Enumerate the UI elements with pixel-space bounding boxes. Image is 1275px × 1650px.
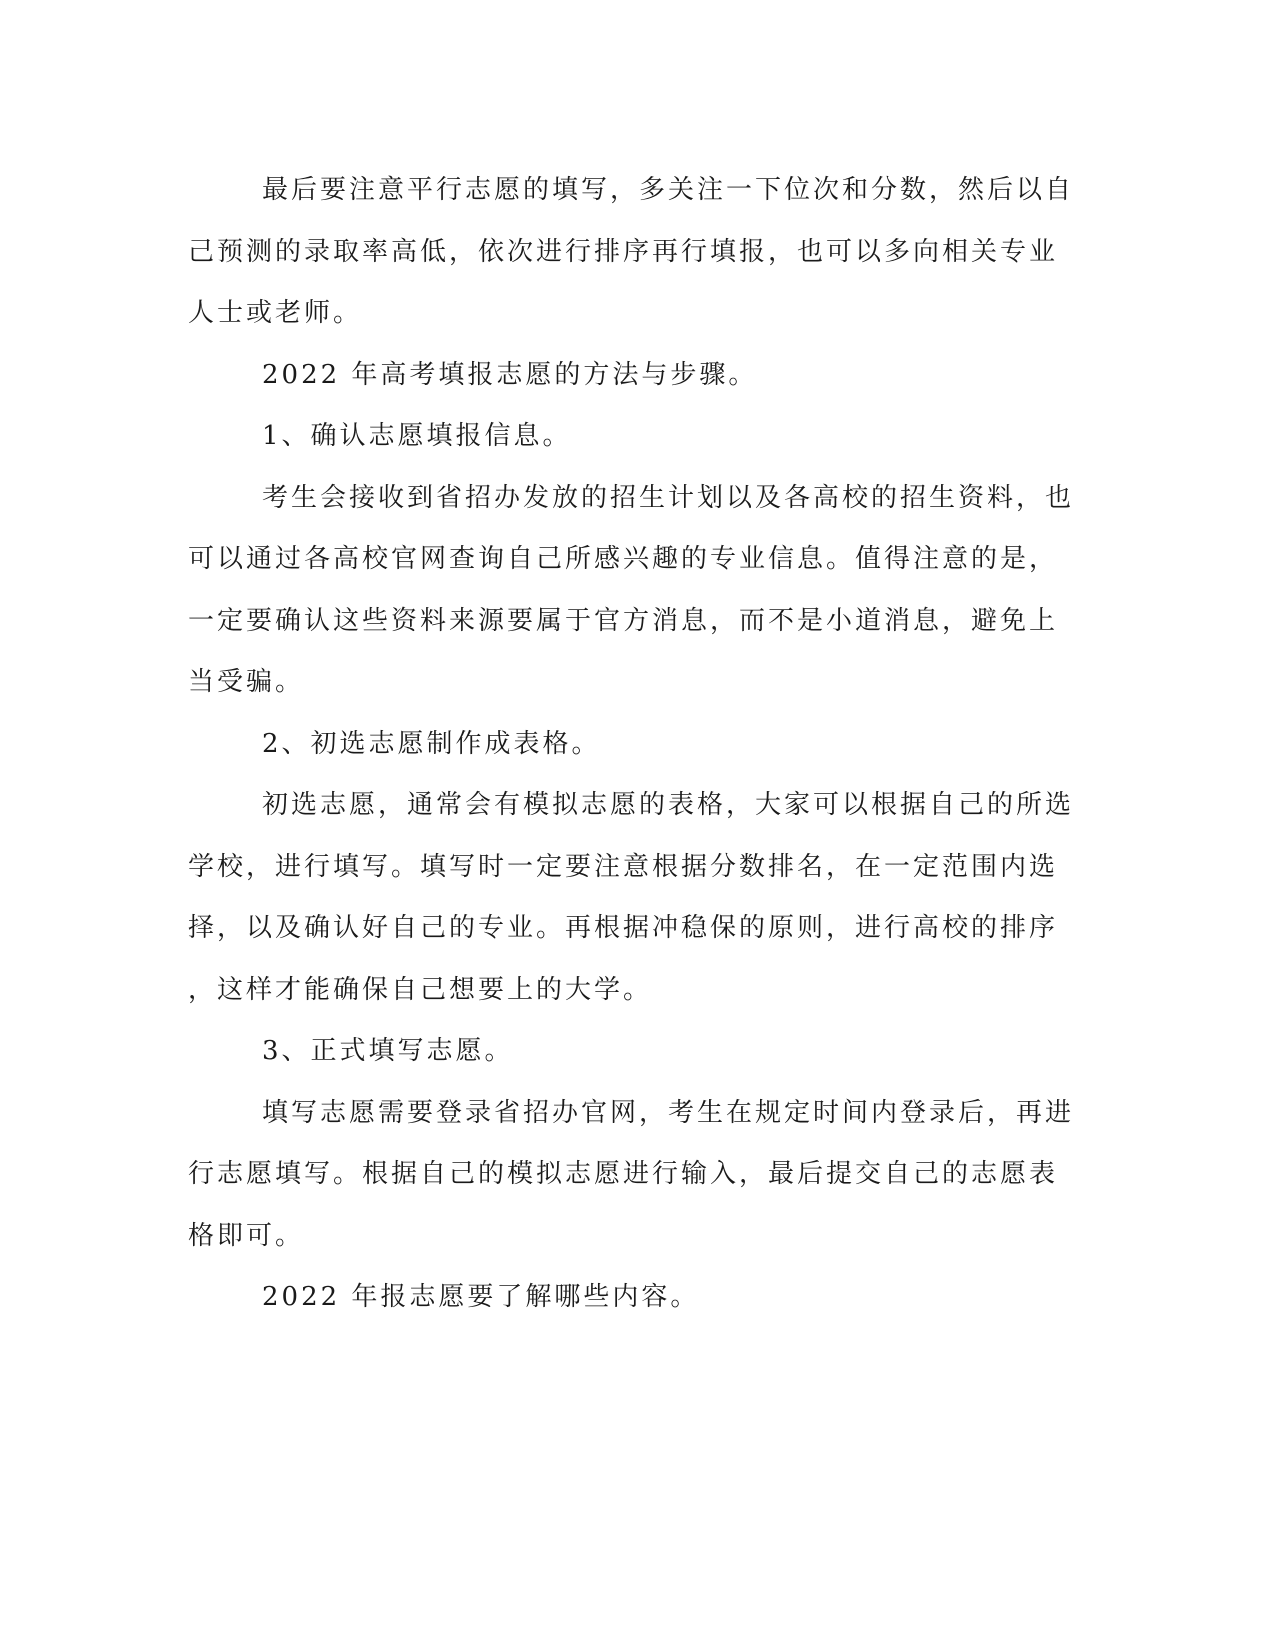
text-line: 一定要确认这些资料来源要属于官方消息，而不是小道消息，避免上 — [188, 605, 1059, 636]
text-line: 人士或老师。 — [188, 298, 363, 328]
text-line: 可以通过各高校官网查询自己所感兴趣的专业信息。值得注意的是， — [188, 544, 1059, 574]
text-line: 最后要注意平行志愿的填写，多关注一下位次和分数，然后以自 — [262, 175, 1075, 205]
text-line: 行志愿填写。根据自己的模拟志愿进行输入，最后提交自己的志愿表 — [188, 1159, 1059, 1189]
text-line: 填写志愿需要登录省招办官网，考生在规定时间内登录后，再进 — [262, 1097, 1075, 1128]
section-heading: 2022 年报志愿要了解哪些内容。 — [262, 1282, 700, 1312]
document-body — [188, 160, 1080, 1329]
text-line: ，这样才能确保自己想要上的大学。 — [188, 974, 653, 1005]
text-line: 当受骗。 — [188, 667, 305, 697]
text-line: 初选志愿，通常会有模拟志愿的表格，大家可以根据自己的所选 — [262, 790, 1075, 820]
step-heading: 3、正式填写志愿。 — [262, 1036, 514, 1066]
step-heading: 1、确认志愿填报信息。 — [262, 421, 572, 451]
text-line: 格即可。 — [188, 1220, 305, 1251]
text-line: 考生会接收到省招办发放的招生计划以及各高校的招生资料，也 — [262, 482, 1075, 513]
text-line: 择，以及确认好自己的专业。再根据冲稳保的原则，进行高校的排序 — [188, 913, 1059, 943]
step-heading: 2、初选志愿制作成表格。 — [262, 728, 601, 759]
text-line: 己预测的录取率高低，依次进行排序再行填报，也可以多向相关专业 — [188, 236, 1059, 267]
text-line: 学校，进行填写。填写时一定要注意根据分数排名，在一定范围内选 — [188, 851, 1059, 882]
section-heading: 2022 年高考填报志愿的方法与步骤。 — [262, 359, 758, 390]
